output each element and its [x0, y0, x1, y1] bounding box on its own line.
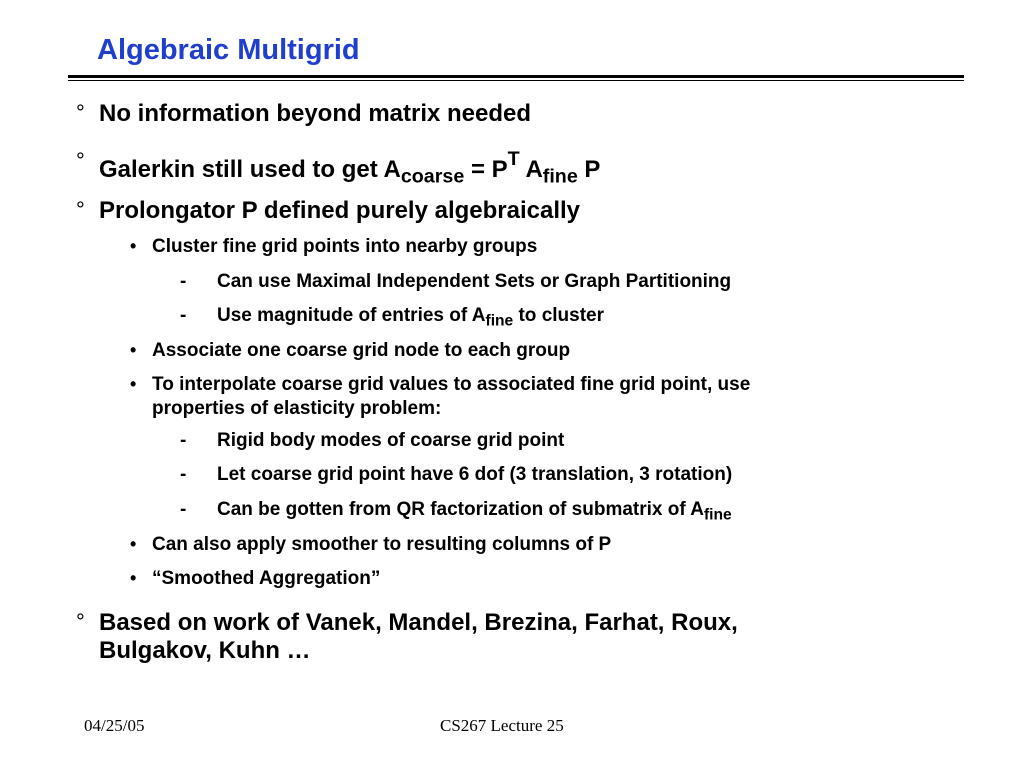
bullet-marker: - — [180, 499, 187, 520]
bullet-marker: - — [180, 271, 187, 292]
bullet-text-continued: Bulgakov, Kuhn … — [99, 637, 311, 664]
bullet-text: To interpolate coarse grid values to associated fine grid point, use — [152, 374, 751, 395]
bullet-text: Associate one coarse grid node to each group — [152, 340, 571, 361]
bullet-marker: ° — [76, 197, 85, 222]
bullet-text: Let coarse grid point have 6 dof (3 translation, 3 rotation) — [217, 464, 733, 485]
footer-date: 04/25/05 — [84, 716, 145, 735]
bullet-text: Based on work of Vanek, Mandel, Brezina, Farhat, Roux, — [99, 609, 738, 636]
footer-lecture: CS267 Lecture 25 — [440, 716, 564, 735]
bullet-marker: ° — [76, 148, 85, 173]
bullet-text: Can also apply smoother to resulting columns of P — [152, 534, 612, 555]
bullet-text: No information beyond matrix needed — [99, 100, 532, 127]
bullet-text: Galerkin still used to get $A_{coarse} = P^T$ $A_{fine}$ P — [99, 148, 601, 188]
title-rule — [68, 75, 964, 78]
bullet-text: Use magnitude of entries of $A_{fine}$ to cluster — [217, 305, 605, 330]
bullet-marker: - — [180, 430, 187, 451]
bullet-marker: • — [130, 236, 137, 256]
bullet-text: Rigid body modes of coarse grid point — [217, 430, 565, 451]
bullet-marker: • — [130, 534, 137, 554]
bullet-text: Cluster fine grid points into nearby groups — [152, 236, 538, 257]
bullet-marker: - — [180, 464, 187, 485]
bullet-text: “Smoothed Aggregation” — [152, 568, 381, 589]
bullet-marker: ° — [76, 100, 85, 125]
title-rule-thin — [68, 80, 964, 81]
bullet-text: Prolongator P defined purely algebraically — [99, 197, 581, 224]
bullet-text-continued: properties of elasticity problem: — [152, 398, 442, 419]
bullet-marker: ° — [76, 609, 85, 634]
slide-title: Algebraic Multigrid — [97, 34, 360, 66]
bullet-text: Can be gotten from QR factorization of submatrix of $A_{fine}$ — [217, 499, 732, 524]
bullet-text: Can use Maximal Independent Sets or Graph Partitioning — [217, 271, 732, 292]
bullet-marker: • — [130, 568, 137, 588]
bullet-marker: • — [130, 374, 137, 394]
bullet-marker: - — [180, 305, 187, 326]
bullet-marker: • — [130, 340, 137, 360]
